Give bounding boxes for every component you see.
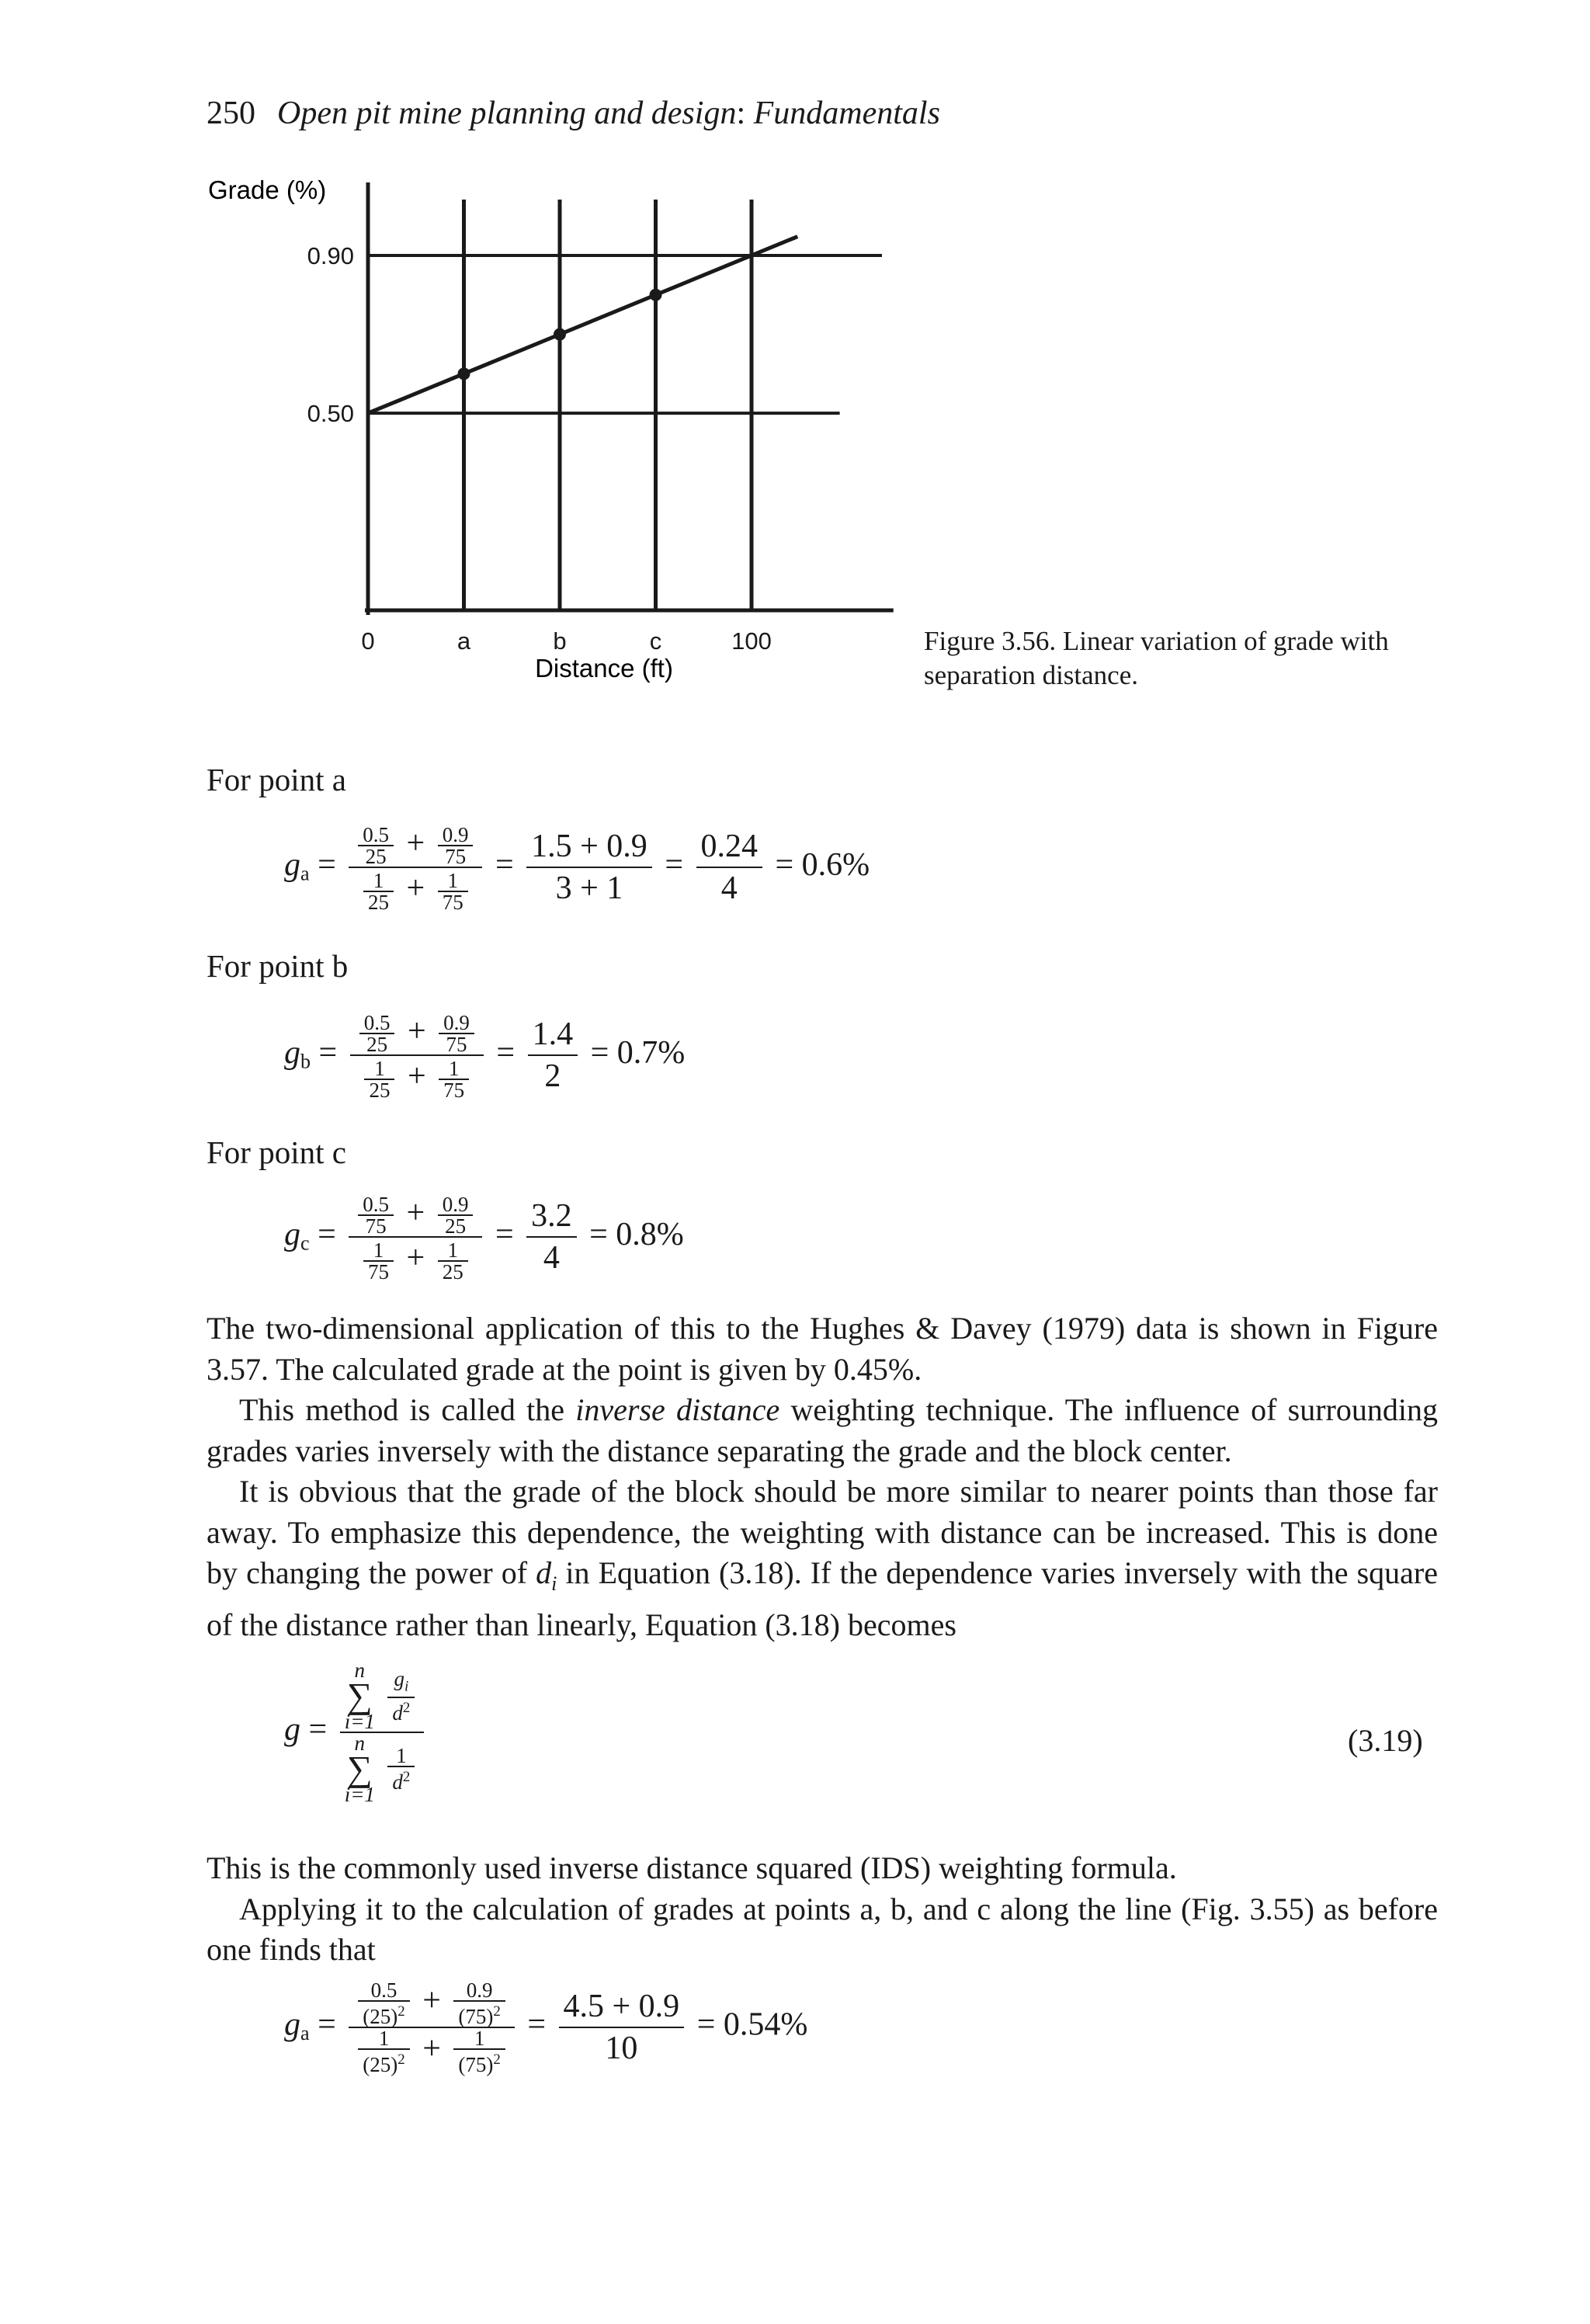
body-text-block-2 (207, 1848, 1438, 1971)
chart-series (368, 237, 797, 413)
book-title: Open pit mine planning and design: Fundamentals (277, 96, 940, 131)
data-point-c (650, 289, 662, 301)
x-axis-label: Distance (ft) (535, 654, 673, 683)
chart-text (208, 175, 772, 683)
chart-gridlines (368, 200, 882, 610)
label-point-a: For point a (207, 762, 346, 797)
y-tick-label-0.90: 0.90 (307, 242, 354, 269)
label-point-b: For point b (207, 948, 349, 984)
data-point-b (554, 328, 566, 341)
figure-caption: Figure 3.56. Linear variation of grade with separation distance. (924, 626, 1389, 690)
x-tick-label-b: b (553, 627, 567, 655)
x-tick-label-0: 0 (361, 627, 375, 655)
y-axis-label: Grade (%) (208, 175, 327, 204)
x-tick-label-a: a (457, 627, 471, 655)
paragraph-1: The two-dimensional application of this to the Hughes & Davey (1979) data is shown in Figure 3.57. The calculated grade at the point is given by 0.45%. (207, 1311, 1438, 1387)
series-line-grade (368, 237, 797, 413)
equation-point-c: $g_c$ = $\frac{0.5}{75}$ + $\frac{0.9}{25}$ $\frac{1}{75}$ + $\frac{1}{25}$ = $\frac{3.2}{4}$ = 0.8% (284, 1193, 684, 1284)
y-tick-label-0.50: 0.50 (307, 400, 354, 428)
data-point-a (458, 367, 470, 380)
equation-point-a: $g_a$ = $\frac{0.5}{25}$ + $\frac{0.9}{75}$ $\frac{1}{25}$ + $\frac{1}{75}$ = $\frac{1.5 + 0.9}{3 + 1}$ = $\frac{0.24}{4}$ = 0.6% (284, 823, 870, 914)
x-tick-label-100: 100 (731, 627, 772, 655)
x-tick-label-c: c (649, 627, 662, 655)
body-text-block-1 (207, 1308, 1438, 1645)
paragraph-5: Applying it to the calculation of grades at points a, b, and c along the line (Fig. 3.55) as before one finds that (207, 1891, 1438, 1967)
equation-point-b: $g_b$ = $\frac{0.5}{25}$ + $\frac{0.9}{75}$ $\frac{1}{25}$ + $\frac{1}{75}$ = $\frac{1.4}{2}$ = 0.7% (284, 1011, 686, 1102)
paragraph-4: This is the commonly used inverse distance squared (IDS) weighting formula. (207, 1850, 1177, 1885)
paragraph-2: This method is called the inverse distance weighting technique. The influence of surrounding grades varies inversely with the distance separating the grade and the block center. (207, 1392, 1438, 1468)
equation-number: (3.19) (1348, 1723, 1423, 1758)
equation-3-19: g = n ∑ i=1 $\frac{g_i}{d^2}$ n ∑ i=1 $\frac{1}{d^2}$ (284, 1660, 429, 1805)
chart-frame (365, 182, 894, 615)
equation-ids-point-a: $g_a$ = $\frac{0.5}{(25)^2}$ + $\frac{0.9}{(75)^2}$ $\frac{1}{(25)^2}$ + $\frac{1}{(75)^2}$ = $\frac{4.5 + 0.9}{10}$ = 0.54% (284, 1978, 808, 2076)
label-point-c: For point c (207, 1134, 346, 1170)
page-number: 250 (207, 96, 255, 131)
grade-distance-chart (0, 0, 1590, 699)
paragraph-3: It is obvious that the grade of the block should be more similar to nearer points than those far away. To emphasize this dependence, the weighting with distance can be increased. This is done by changing the power of $d_i$ in Equation (3.18). If the dependence varies inversely with the square of the distance rather than linearly, Equation (3.18) becomes (207, 1474, 1438, 1642)
